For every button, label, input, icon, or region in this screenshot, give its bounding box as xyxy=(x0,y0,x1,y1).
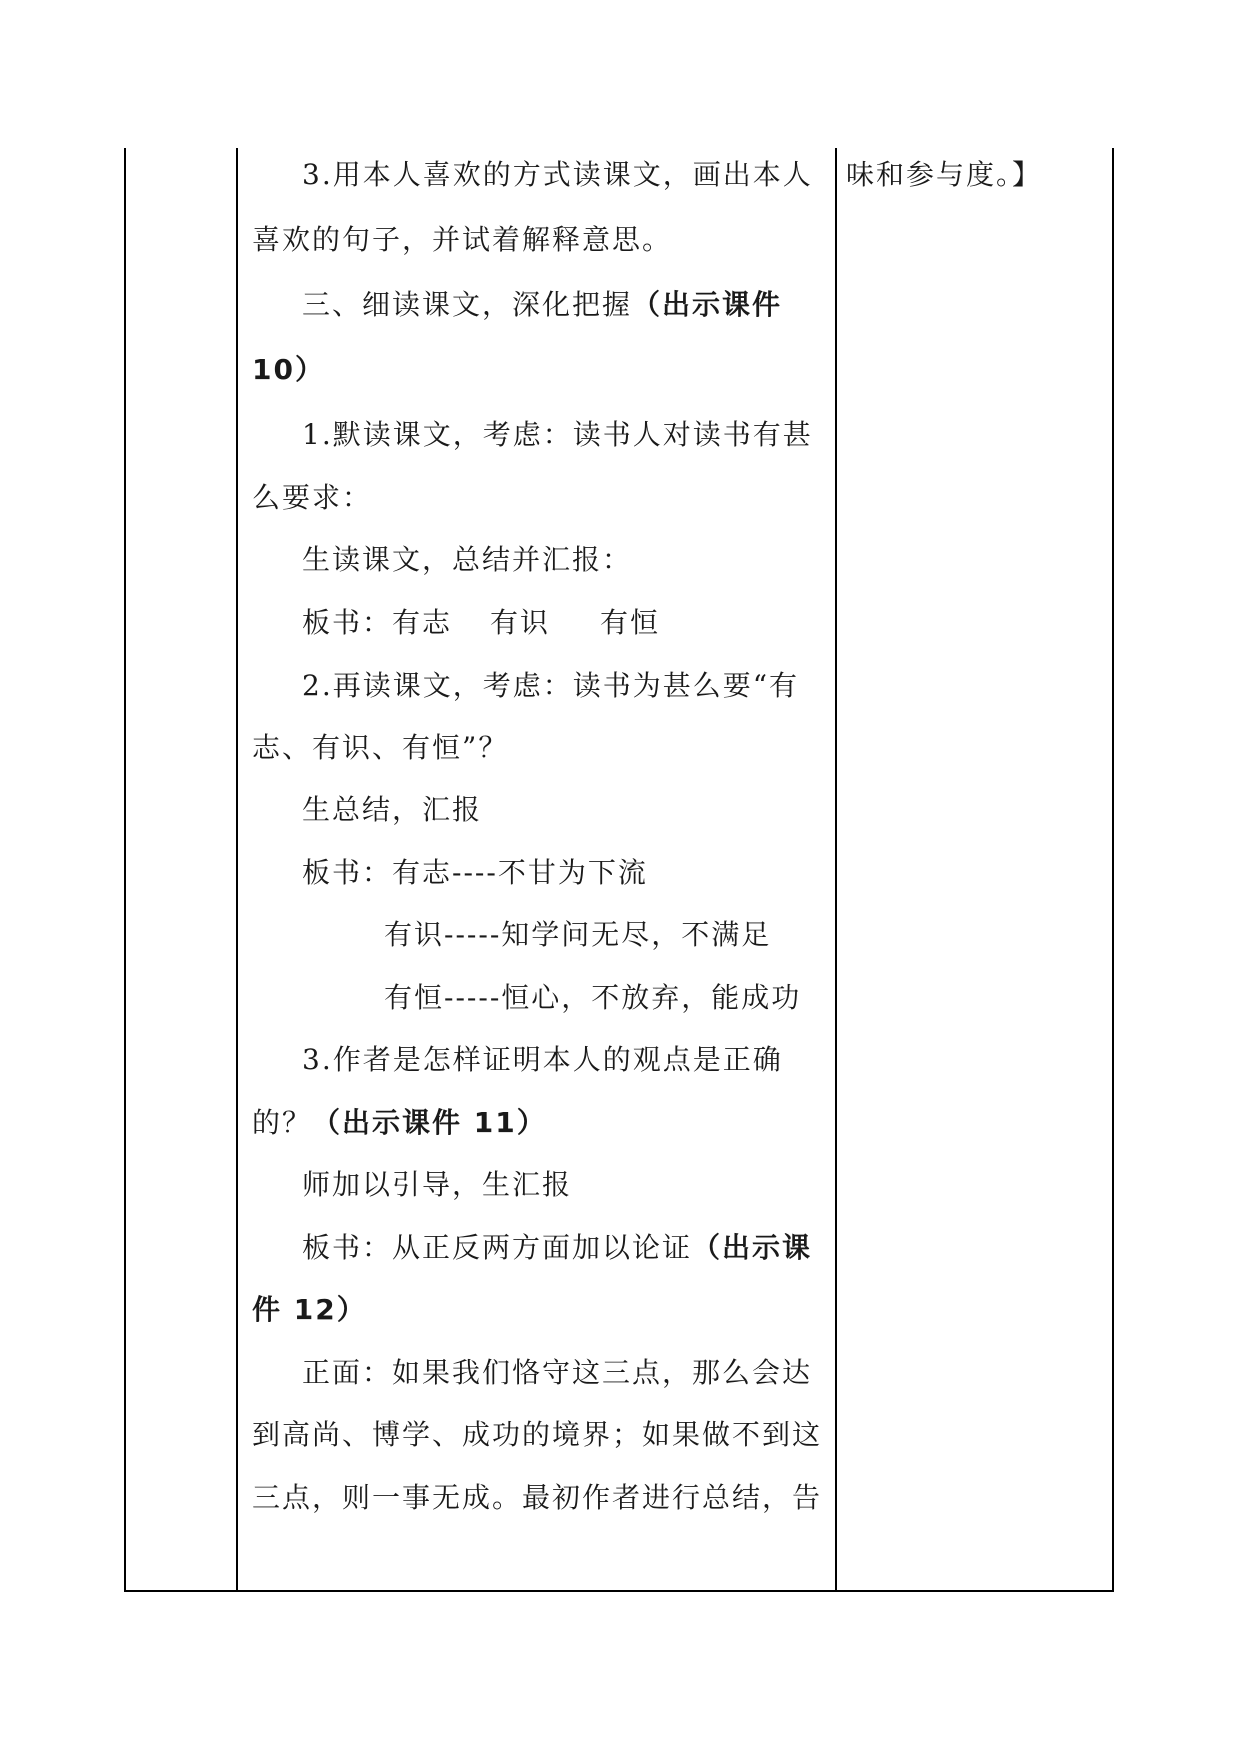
blackboard-line xyxy=(302,1228,812,1268)
text-line: 1.默读课文，考虑：读书人对读书有甚 xyxy=(302,418,813,451)
text-line: 志、有识、有恒”？ xyxy=(252,731,509,764)
blackboard-text: 板书：有志 xyxy=(302,606,453,639)
text-line: 味和参与度。】 xyxy=(846,158,1043,191)
text-line: 2.再读课文，考虑：读书为甚么要“有 xyxy=(302,669,800,702)
blackboard-line: 有识-----知学问无尽，不满足 xyxy=(384,918,772,951)
text-line: 3.用本人喜欢的方式读课文，画出本人 xyxy=(302,158,813,191)
blackboard-text: 板书：从正反两方面加以论证 xyxy=(302,1231,693,1264)
courseware-ref: 10） xyxy=(252,353,325,386)
blackboard-line: 有恒-----恒心，不放弃，能成功 xyxy=(384,981,802,1014)
courseware-ref: （出示课件 xyxy=(632,288,783,321)
blackboard-line xyxy=(302,603,660,643)
courseware-ref: （出示课 xyxy=(692,1231,813,1264)
text-line: 到高尚、博学、成功的境界；如果做不到这 xyxy=(252,1418,823,1451)
section-heading xyxy=(302,285,782,325)
courseware-ref: 件 12） xyxy=(252,1293,367,1326)
table-column-divider xyxy=(236,148,238,1590)
text-line: 生总结，汇报 xyxy=(302,793,483,826)
text-segment: 的？ xyxy=(252,1106,313,1139)
blackboard-text: 有识 xyxy=(490,606,551,639)
blackboard-line: 板书：有志----不甘为下流 xyxy=(302,856,648,889)
text-line: 正面：如果我们恪守这三点，那么会达 xyxy=(302,1356,813,1389)
section-heading-text: 三、细读课文，深化把握 xyxy=(302,288,633,321)
text-line xyxy=(252,1103,547,1143)
text-line: 3.作者是怎样证明本人的观点是正确 xyxy=(302,1043,783,1076)
table-column-divider xyxy=(835,148,837,1590)
text-line: 么要求： xyxy=(252,481,373,514)
blackboard-text: 有恒 xyxy=(600,606,661,639)
text-line: 三点，则一事无成。最初作者进行总结，告 xyxy=(252,1481,823,1514)
lesson-table xyxy=(124,148,1114,1592)
text-line: 师加以引导，生汇报 xyxy=(302,1168,573,1201)
courseware-ref: （出示课件 11） xyxy=(312,1106,547,1139)
text-line: 生读课文，总结并汇报： xyxy=(302,543,633,576)
text-line: 喜欢的句子，并试着解释意思。 xyxy=(252,223,673,256)
